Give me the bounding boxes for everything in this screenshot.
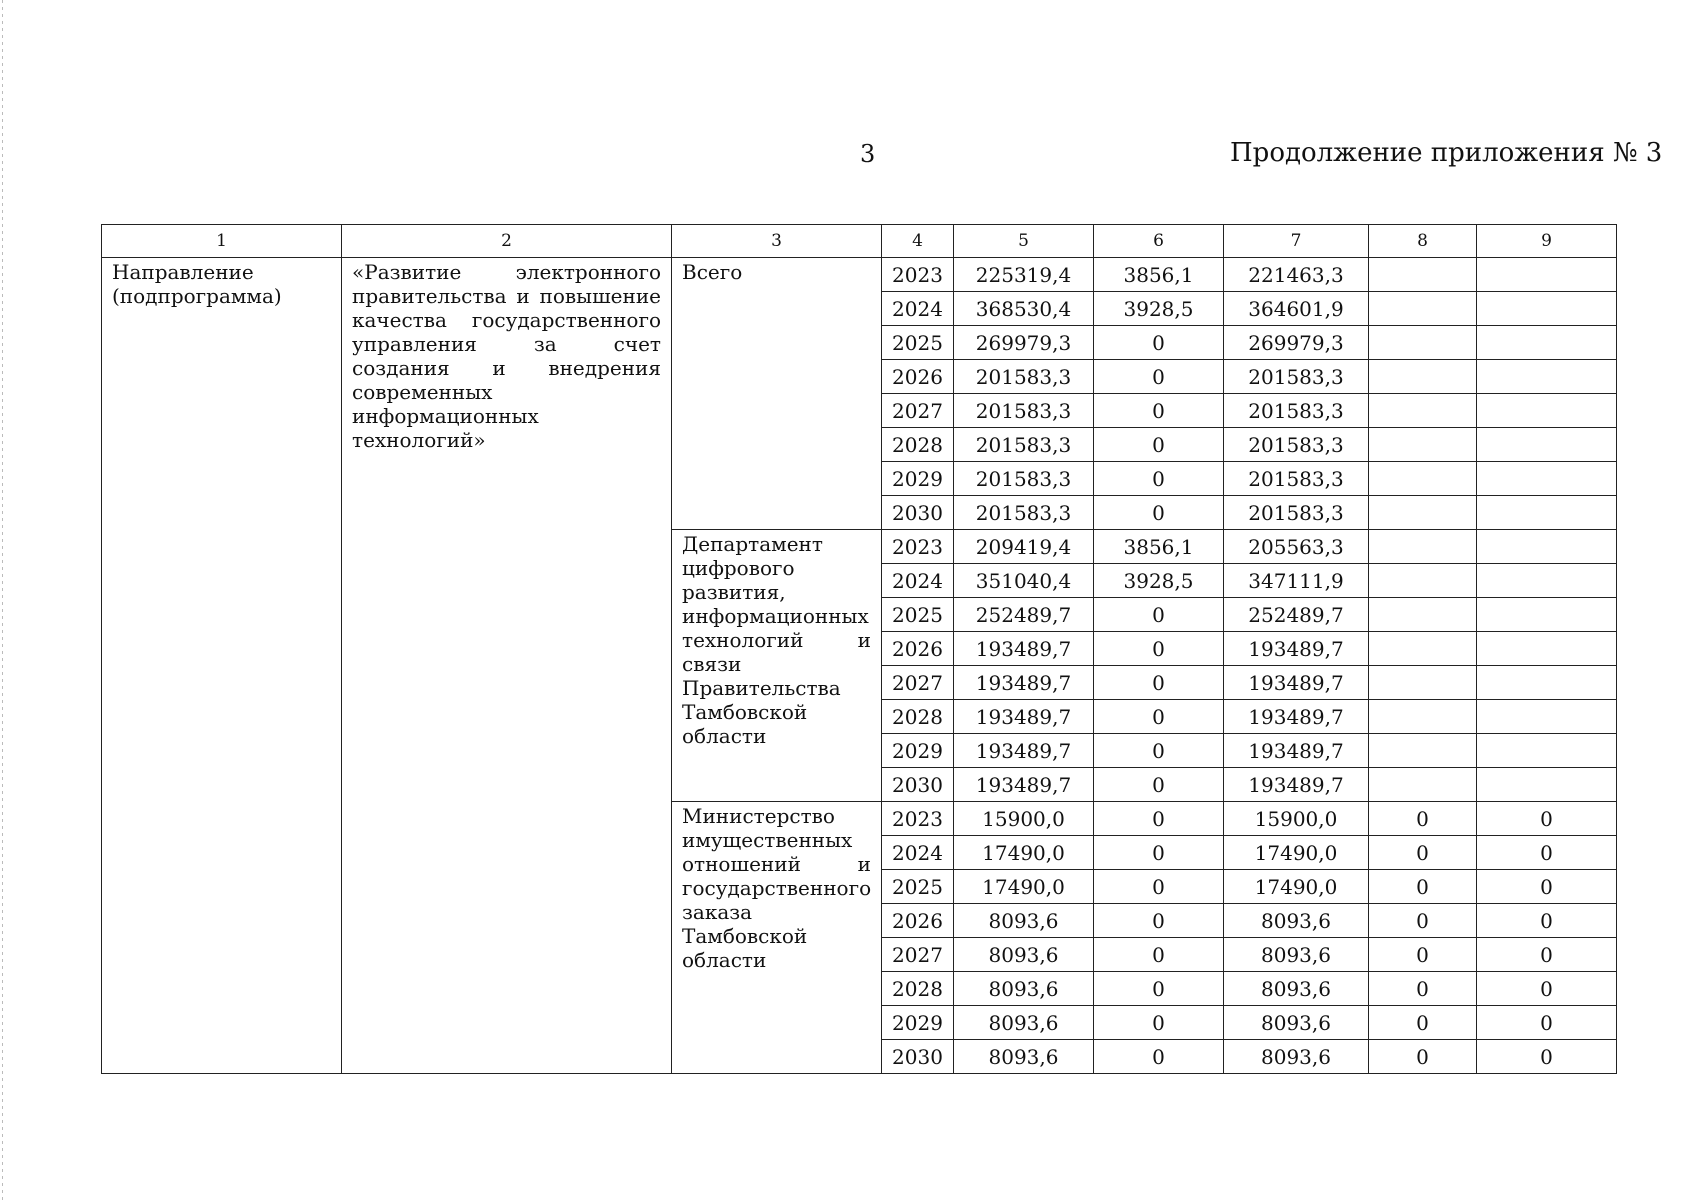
total-cell: 368530,4 xyxy=(954,292,1094,326)
other-cell xyxy=(1477,598,1617,632)
regional-cell: 8093,6 xyxy=(1224,904,1369,938)
appendix-header: Продолжение приложения № 3 xyxy=(1230,138,1663,168)
total-cell: 8093,6 xyxy=(954,972,1094,1006)
federal-cell: 0 xyxy=(1094,632,1224,666)
year-cell: 2026 xyxy=(882,632,954,666)
total-cell: 269979,3 xyxy=(954,326,1094,360)
total-cell: 17490,0 xyxy=(954,836,1094,870)
local-cell: 0 xyxy=(1369,802,1477,836)
federal-cell: 3856,1 xyxy=(1094,258,1224,292)
total-cell: 193489,7 xyxy=(954,700,1094,734)
other-cell: 0 xyxy=(1477,802,1617,836)
federal-cell: 0 xyxy=(1094,836,1224,870)
other-cell xyxy=(1477,326,1617,360)
other-cell xyxy=(1477,666,1617,700)
local-cell: 0 xyxy=(1369,1040,1477,1074)
table-row xyxy=(102,258,1617,292)
other-cell: 0 xyxy=(1477,972,1617,1006)
total-cell: 209419,4 xyxy=(954,530,1094,564)
local-cell: 0 xyxy=(1369,836,1477,870)
federal-cell: 0 xyxy=(1094,496,1224,530)
regional-cell: 201583,3 xyxy=(1224,496,1369,530)
federal-cell: 0 xyxy=(1094,462,1224,496)
column-header: 7 xyxy=(1224,225,1369,258)
local-cell xyxy=(1369,700,1477,734)
local-cell xyxy=(1369,564,1477,598)
federal-cell: 3856,1 xyxy=(1094,530,1224,564)
regional-cell: 15900,0 xyxy=(1224,802,1369,836)
executor-cell: Министерство имущественных отношений и государственного заказа Тамбовской области xyxy=(672,802,882,1074)
regional-cell: 252489,7 xyxy=(1224,598,1369,632)
federal-cell: 0 xyxy=(1094,598,1224,632)
subprogram-name-cell: «Развитие электронного правительства и повышение качества государственного управления за счет создания и внедрения современных информационных технологий» xyxy=(342,258,672,1074)
year-cell: 2024 xyxy=(882,564,954,598)
scan-edge-mark xyxy=(2,0,3,1200)
total-cell: 8093,6 xyxy=(954,904,1094,938)
other-cell xyxy=(1477,428,1617,462)
regional-cell: 8093,6 xyxy=(1224,972,1369,1006)
federal-cell: 0 xyxy=(1094,802,1224,836)
local-cell: 0 xyxy=(1369,1006,1477,1040)
total-cell: 201583,3 xyxy=(954,428,1094,462)
total-cell: 201583,3 xyxy=(954,360,1094,394)
total-cell: 252489,7 xyxy=(954,598,1094,632)
federal-cell: 0 xyxy=(1094,768,1224,802)
regional-cell: 193489,7 xyxy=(1224,632,1369,666)
regional-cell: 269979,3 xyxy=(1224,326,1369,360)
year-cell: 2027 xyxy=(882,666,954,700)
local-cell: 0 xyxy=(1369,972,1477,1006)
other-cell xyxy=(1477,292,1617,326)
federal-cell: 3928,5 xyxy=(1094,564,1224,598)
table-body xyxy=(102,258,1617,1074)
federal-cell: 0 xyxy=(1094,1040,1224,1074)
federal-cell: 0 xyxy=(1094,734,1224,768)
year-cell: 2029 xyxy=(882,1006,954,1040)
other-cell xyxy=(1477,700,1617,734)
year-cell: 2025 xyxy=(882,598,954,632)
year-cell: 2029 xyxy=(882,734,954,768)
year-cell: 2027 xyxy=(882,938,954,972)
local-cell xyxy=(1369,496,1477,530)
local-cell xyxy=(1369,428,1477,462)
direction-cell: Направление (подпрограмма) xyxy=(102,258,342,1074)
total-cell: 201583,3 xyxy=(954,462,1094,496)
total-cell: 201583,3 xyxy=(954,394,1094,428)
year-cell: 2028 xyxy=(882,700,954,734)
total-cell: 193489,7 xyxy=(954,734,1094,768)
federal-cell: 0 xyxy=(1094,870,1224,904)
other-cell xyxy=(1477,530,1617,564)
total-cell: 17490,0 xyxy=(954,870,1094,904)
total-cell: 8093,6 xyxy=(954,938,1094,972)
regional-cell: 201583,3 xyxy=(1224,428,1369,462)
year-cell: 2028 xyxy=(882,972,954,1006)
local-cell: 0 xyxy=(1369,938,1477,972)
federal-cell: 0 xyxy=(1094,428,1224,462)
regional-cell: 364601,9 xyxy=(1224,292,1369,326)
other-cell: 0 xyxy=(1477,870,1617,904)
other-cell xyxy=(1477,768,1617,802)
executor-cell: Всего xyxy=(672,258,882,530)
local-cell xyxy=(1369,768,1477,802)
year-cell: 2024 xyxy=(882,836,954,870)
other-cell: 0 xyxy=(1477,1006,1617,1040)
local-cell xyxy=(1369,632,1477,666)
other-cell xyxy=(1477,462,1617,496)
local-cell xyxy=(1369,292,1477,326)
column-header: 2 xyxy=(342,225,672,258)
regional-cell: 17490,0 xyxy=(1224,836,1369,870)
year-cell: 2030 xyxy=(882,1040,954,1074)
year-cell: 2028 xyxy=(882,428,954,462)
total-cell: 225319,4 xyxy=(954,258,1094,292)
other-cell xyxy=(1477,360,1617,394)
regional-cell: 17490,0 xyxy=(1224,870,1369,904)
total-cell: 193489,7 xyxy=(954,666,1094,700)
regional-cell: 8093,6 xyxy=(1224,1006,1369,1040)
other-cell: 0 xyxy=(1477,836,1617,870)
local-cell xyxy=(1369,666,1477,700)
total-cell: 193489,7 xyxy=(954,632,1094,666)
year-cell: 2029 xyxy=(882,462,954,496)
regional-cell: 347111,9 xyxy=(1224,564,1369,598)
year-cell: 2025 xyxy=(882,870,954,904)
budget-table xyxy=(101,224,1617,1074)
year-cell: 2023 xyxy=(882,530,954,564)
federal-cell: 0 xyxy=(1094,360,1224,394)
other-cell: 0 xyxy=(1477,1040,1617,1074)
local-cell xyxy=(1369,734,1477,768)
column-header: 3 xyxy=(672,225,882,258)
other-cell xyxy=(1477,734,1617,768)
local-cell xyxy=(1369,462,1477,496)
page-number: 3 xyxy=(860,140,876,168)
federal-cell: 3928,5 xyxy=(1094,292,1224,326)
local-cell: 0 xyxy=(1369,870,1477,904)
federal-cell: 0 xyxy=(1094,1006,1224,1040)
other-cell xyxy=(1477,394,1617,428)
total-cell: 8093,6 xyxy=(954,1006,1094,1040)
local-cell xyxy=(1369,598,1477,632)
regional-cell: 193489,7 xyxy=(1224,768,1369,802)
regional-cell: 201583,3 xyxy=(1224,394,1369,428)
table-header xyxy=(102,225,1617,258)
regional-cell: 193489,7 xyxy=(1224,700,1369,734)
other-cell xyxy=(1477,632,1617,666)
executor-cell: Департамент цифрового развития, информационных технологий и связи Правительства Тамбовской области xyxy=(672,530,882,802)
federal-cell: 0 xyxy=(1094,666,1224,700)
federal-cell: 0 xyxy=(1094,972,1224,1006)
federal-cell: 0 xyxy=(1094,904,1224,938)
federal-cell: 0 xyxy=(1094,938,1224,972)
column-header: 5 xyxy=(954,225,1094,258)
column-header: 9 xyxy=(1477,225,1617,258)
year-cell: 2023 xyxy=(882,802,954,836)
total-cell: 15900,0 xyxy=(954,802,1094,836)
total-cell: 201583,3 xyxy=(954,496,1094,530)
year-cell: 2027 xyxy=(882,394,954,428)
other-cell xyxy=(1477,258,1617,292)
total-cell: 351040,4 xyxy=(954,564,1094,598)
local-cell xyxy=(1369,326,1477,360)
year-cell: 2026 xyxy=(882,904,954,938)
federal-cell: 0 xyxy=(1094,700,1224,734)
other-cell: 0 xyxy=(1477,904,1617,938)
column-header: 1 xyxy=(102,225,342,258)
local-cell: 0 xyxy=(1369,904,1477,938)
local-cell xyxy=(1369,360,1477,394)
year-cell: 2023 xyxy=(882,258,954,292)
year-cell: 2025 xyxy=(882,326,954,360)
regional-cell: 205563,3 xyxy=(1224,530,1369,564)
year-cell: 2030 xyxy=(882,768,954,802)
column-header: 4 xyxy=(882,225,954,258)
regional-cell: 201583,3 xyxy=(1224,462,1369,496)
year-cell: 2030 xyxy=(882,496,954,530)
total-cell: 8093,6 xyxy=(954,1040,1094,1074)
local-cell xyxy=(1369,530,1477,564)
other-cell xyxy=(1477,496,1617,530)
year-cell: 2026 xyxy=(882,360,954,394)
local-cell xyxy=(1369,394,1477,428)
regional-cell: 8093,6 xyxy=(1224,1040,1369,1074)
column-header: 6 xyxy=(1094,225,1224,258)
other-cell xyxy=(1477,564,1617,598)
regional-cell: 8093,6 xyxy=(1224,938,1369,972)
total-cell: 193489,7 xyxy=(954,768,1094,802)
regional-cell: 221463,3 xyxy=(1224,258,1369,292)
other-cell: 0 xyxy=(1477,938,1617,972)
regional-cell: 201583,3 xyxy=(1224,360,1369,394)
federal-cell: 0 xyxy=(1094,326,1224,360)
regional-cell: 193489,7 xyxy=(1224,734,1369,768)
year-cell: 2024 xyxy=(882,292,954,326)
header-row xyxy=(102,225,1617,258)
local-cell xyxy=(1369,258,1477,292)
regional-cell: 193489,7 xyxy=(1224,666,1369,700)
federal-cell: 0 xyxy=(1094,394,1224,428)
column-header: 8 xyxy=(1369,225,1477,258)
